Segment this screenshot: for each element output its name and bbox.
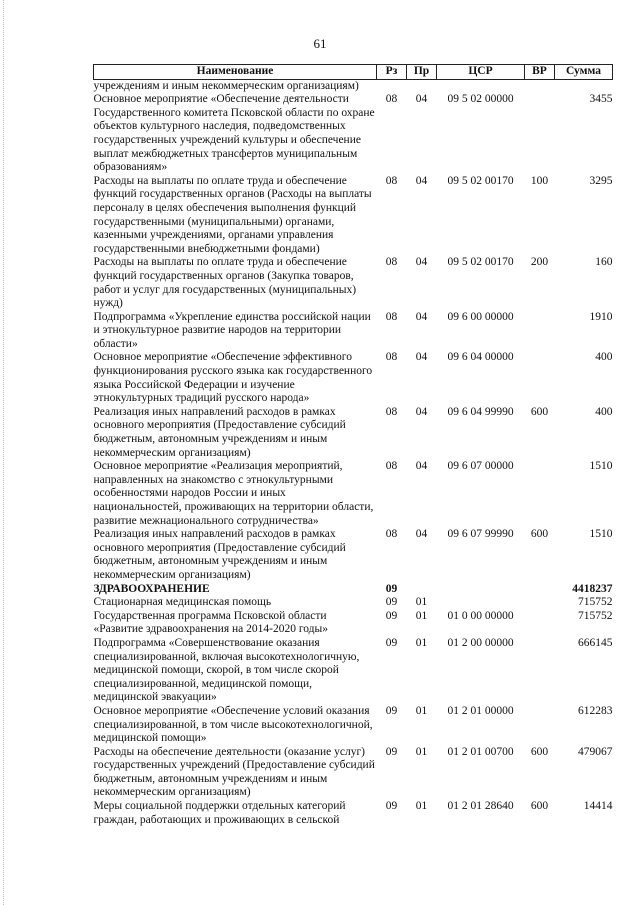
cell-name: Стационарная медицинская помощь (93, 596, 272, 609)
table-body (94, 79, 613, 827)
cell-name: Меры социальной поддержки отдельных категорий граждан, работающих и проживающих в сельской (93, 800, 346, 826)
cell-pr: 04 (415, 351, 428, 364)
cell-name: Государственная программа Псковской области «Развитие здравоохранения на 2014-2020 годы» (93, 609, 328, 636)
cell-pr: 04 (415, 93, 428, 106)
cell-pr: 04 (415, 528, 428, 541)
cell-vr: 600 (530, 528, 549, 541)
cell-sum: 1510 (589, 528, 613, 541)
table-row (94, 460, 613, 528)
table-header-row (94, 65, 613, 80)
cell-pr: 01 (415, 636, 428, 649)
cell-csr: 01 2 01 28640 (447, 800, 514, 813)
cell-csr: 09 6 07 99990 (447, 528, 514, 541)
cell-csr: 09 5 02 00000 (447, 93, 514, 106)
table-row (94, 610, 613, 637)
cell-name: Расходы на обеспечение деятельности (оказание услуг) государственных учреждений (Предоставление субсидий бюджетным, автономным учреждениям и иным некоммерческим организациям) (93, 745, 375, 799)
cell-name: Расходы на выплаты по оплате труда и обеспечение функций государственных органов (Расходы на выплаты персоналу в целях обеспечения выполнения функций государственными (муниципальными) органами, казенными учреждениями, органами управления государственными внебюджетными фондами) (93, 174, 372, 255)
table-row (94, 637, 613, 705)
cell-vr: 600 (530, 405, 549, 418)
cell-csr: 09 6 00 00000 (447, 310, 514, 323)
cell-csr (437, 596, 525, 610)
cell-rz: 09 (385, 636, 398, 649)
cell-pr (407, 79, 437, 93)
table-row (94, 79, 613, 93)
cell-sum: 400 (595, 405, 613, 418)
cell-sum: 715752 (578, 609, 613, 622)
header-name: Наименование (94, 65, 377, 80)
cell-sum: 3295 (589, 174, 613, 187)
cell-pr: 04 (415, 460, 428, 473)
cell-name: Основное мероприятие «Обеспечение условий оказания специализированной, в том числе высокотехнологичной, медицинской помощи» (93, 704, 373, 745)
table-row (94, 528, 613, 582)
cell-pr: 04 (415, 310, 428, 323)
cell-sum: 715752 (578, 596, 613, 609)
cell-vr (525, 705, 555, 746)
header-vr: ВР (525, 65, 555, 80)
cell-rz: 09 (385, 582, 398, 595)
cell-csr (437, 79, 525, 93)
cell-pr: 01 (415, 704, 428, 717)
cell-name: Основное мероприятие «Обеспечение эффективного функционирования русского языка как государственного языка Российской Федерации и изучение этнокультурных традиций русского народа» (93, 351, 373, 405)
cell-sum: 1510 (589, 460, 613, 473)
cell-sum: 1910 (589, 310, 613, 323)
cell-name: ЗДРАВООХРАНЕНИЕ (93, 582, 210, 595)
cell-name: Подпрограмма «Совершенствование оказания специализированной, включая высокотехнологичную, медицинской помощи, скорой, в том числе скорой специализированной, медицинской помощи, медицинской эвакуации» (93, 636, 360, 704)
cell-csr: 01 2 01 00700 (447, 745, 514, 758)
cell-vr: 100 (530, 174, 549, 187)
cell-pr: 01 (415, 596, 428, 609)
cell-sum: 160 (595, 256, 613, 269)
header-rz: Рз (377, 65, 407, 80)
cell-vr: 600 (530, 800, 549, 813)
cell-name: Реализация иных направлений расходов в рамках основного мероприятия (Предоставление субсидий бюджетным, автономным учреждениям и иным некоммерческим организациям) (93, 528, 346, 581)
cell-vr (525, 596, 555, 610)
cell-name: Реализация иных направлений расходов в рамках основного мероприятия (Предоставление субсидий бюджетным, автономным учреждениям и иным некоммерческим организациям) (93, 405, 346, 459)
scan-edge (3, 0, 5, 905)
cell-vr (525, 460, 555, 528)
table-row (94, 746, 613, 800)
table-row (94, 596, 613, 610)
cell-rz: 09 (385, 596, 398, 609)
table-row (94, 351, 613, 405)
cell-name: Основное мероприятие «Реализация мероприятий, направленных на знакомство с этнокультурными особенностями народов России и иных национальностей, проживающих на территории области, развитие межнационального сотрудничества» (93, 460, 374, 527)
budget-table (93, 64, 613, 827)
cell-pr: 04 (415, 174, 428, 187)
cell-name: Расходы на выплаты по оплате труда и обеспечение функций государственных органов (Закупка товаров, работ и услуг для государственных (муниципальных) нужд) (93, 256, 357, 310)
cell-rz: 08 (385, 405, 398, 418)
cell-name: Подпрограмма «Укрепление единства российской нации и этнокультурное развитие народов на территории области» (93, 310, 371, 350)
cell-vr (525, 93, 555, 175)
cell-rz: 08 (385, 174, 398, 187)
cell-csr: 01 2 00 00000 (447, 636, 514, 649)
table-row (94, 800, 613, 827)
cell-vr: 600 (530, 745, 549, 758)
cell-pr (407, 583, 437, 597)
header-sum: Сумма (555, 65, 613, 80)
cell-rz: 09 (385, 704, 398, 717)
cell-csr: 09 5 02 00170 (447, 174, 514, 187)
cell-vr (525, 79, 555, 93)
table-row (94, 256, 613, 310)
cell-csr: 09 5 02 00170 (447, 256, 514, 269)
cell-pr: 01 (415, 609, 428, 622)
cell-rz: 08 (385, 256, 398, 269)
cell-pr: 04 (415, 405, 428, 418)
cell-rz: 08 (385, 460, 398, 473)
cell-sum: 400 (595, 351, 613, 364)
cell-rz: 09 (385, 800, 398, 813)
cell-pr: 04 (415, 256, 428, 269)
cell-vr (525, 311, 555, 352)
cell-vr (525, 637, 555, 705)
section-row (94, 583, 613, 597)
cell-vr (525, 583, 555, 597)
cell-rz: 08 (385, 351, 398, 364)
cell-sum: 14414 (583, 800, 613, 813)
table-row (94, 175, 613, 257)
cell-csr: 09 6 04 99990 (447, 405, 514, 418)
cell-csr: 09 6 07 00000 (447, 460, 514, 473)
cell-vr: 200 (530, 256, 549, 269)
cell-sum: 666145 (578, 636, 613, 649)
table-row (94, 93, 613, 175)
cell-vr (525, 610, 555, 637)
cell-rz: 08 (385, 93, 398, 106)
cell-pr: 01 (415, 745, 428, 758)
cell-name: учреждениям и иным некоммерческим организациям) (93, 79, 359, 92)
cell-csr: 01 2 01 00000 (447, 704, 514, 717)
cell-csr: 01 0 00 00000 (447, 609, 514, 622)
cell-csr (437, 583, 525, 597)
cell-sum (555, 79, 613, 93)
cell-csr: 09 6 04 00000 (447, 351, 514, 364)
header-pr: Пр (407, 65, 437, 80)
cell-sum: 4418237 (572, 582, 613, 595)
table-row (94, 406, 613, 460)
table-row (94, 311, 613, 352)
cell-rz (377, 79, 407, 93)
cell-rz: 09 (385, 609, 398, 622)
cell-rz: 08 (385, 310, 398, 323)
cell-sum: 612283 (578, 704, 613, 717)
cell-sum: 479067 (578, 745, 613, 758)
header-csr: ЦСР (437, 65, 525, 80)
cell-rz: 09 (385, 745, 398, 758)
cell-name: Основное мероприятие «Обеспечение деятельности Государственного комитета Псковской области по охране объектов культурного наследия, подведомственных государственных учреждений культуры и обеспечение выплат межбюджетных трансфертов муниципальным образованиям» (93, 93, 375, 174)
table-row (94, 705, 613, 746)
page-number: 61 (313, 36, 327, 51)
cell-pr: 01 (415, 800, 428, 813)
cell-rz: 08 (385, 528, 398, 541)
cell-vr (525, 351, 555, 405)
cell-sum: 3455 (589, 93, 613, 106)
